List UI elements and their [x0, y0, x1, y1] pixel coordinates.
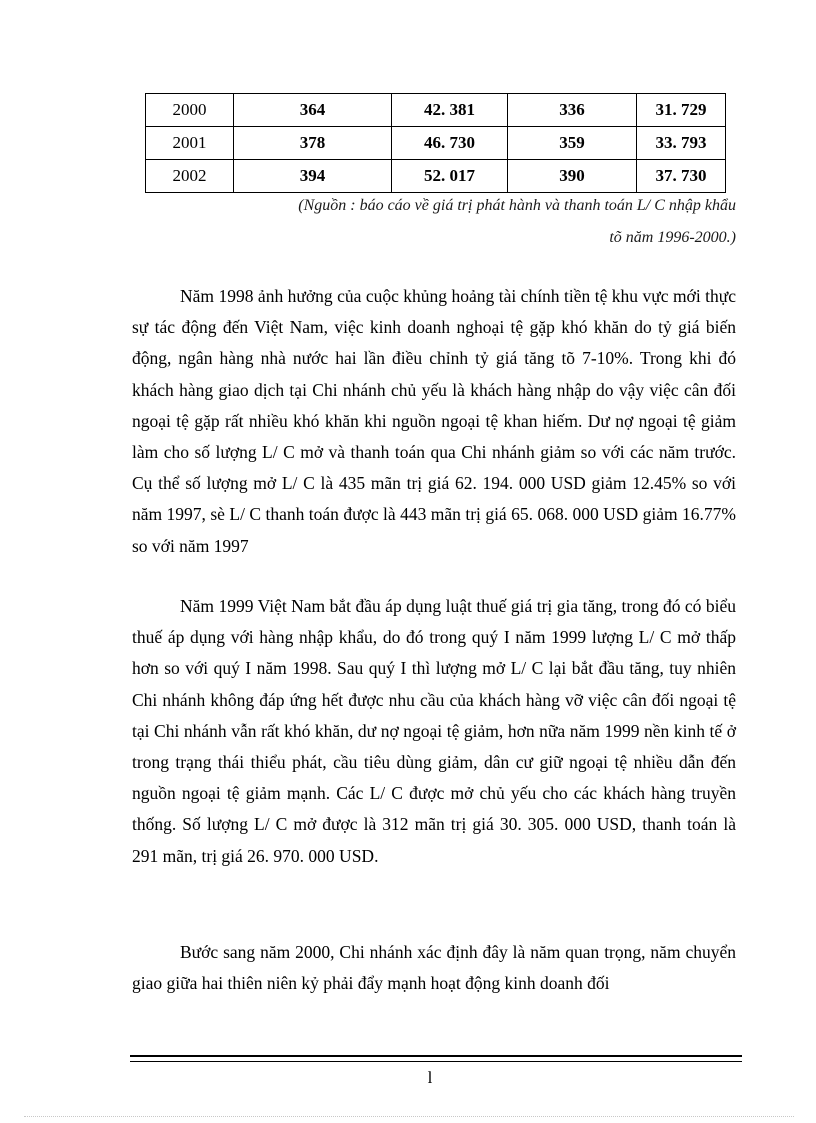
- footer-rule-thin: [130, 1061, 742, 1062]
- table-cell: 52. 017: [392, 160, 508, 193]
- table-row: [146, 160, 726, 193]
- paragraph-text: Năm 1999 Việt Nam bắt đầu áp dụng luật thuế giá trị gia tăng, trong đó có biểu thuế áp dụng với hàng nhập khẩu, do đó trong quý I năm 1999 lượng L/ C mở thấp hơn so với quý I năm 1998. Sau quý I thì lượng mở L/ C lại bắt đầu tăng, tuy nhiên Chi nhánh không đáp ứng hết được nhu cầu của khách hàng vỡ việc cân đối ngoại tệ tại Chi nhánh vẫn rất khó khăn, dư nợ ngoại tệ giảm, hơn nữa năm 1999 nền kinh tế ở trong trạng thái thiểu phát, cầu tiêu dùng giảm, dân cư giữ ngoại tệ nhiều dẫn đến nguồn ngoại tệ giảm mạnh. Các L/ C được mở chủ yếu cho các khách hàng truyền thống. Số lượng L/ C mở được là 312 mãn trị giá 30. 305. 000 USD, thanh toán là 291 mãn, trị giá 26. 970. 000 USD.: [132, 596, 736, 866]
- table-cell: 390: [508, 160, 637, 193]
- table-cell-year: 2000: [146, 94, 234, 127]
- table-row: [146, 127, 726, 160]
- page-edge-divider: [24, 1116, 794, 1117]
- table-cell: 31. 729: [637, 94, 726, 127]
- statistics-table-container: [145, 93, 725, 193]
- table-cell: 46. 730: [392, 127, 508, 160]
- table-cell: 359: [508, 127, 637, 160]
- page-number: l: [427, 1068, 433, 1087]
- footer-rule-thick: [130, 1055, 742, 1057]
- paragraph-2000: [132, 937, 736, 999]
- paragraph-1999: [132, 591, 736, 872]
- paragraph-1998: [132, 281, 736, 562]
- paragraph-text: Bước sang năm 2000, Chi nhánh xác định đây là năm quan trọng, năm chuyển giao giữa hai thiên niên kỷ phải đẩy mạnh hoạt động kinh doanh đối: [132, 942, 736, 994]
- table-row: [146, 94, 726, 127]
- table-cell-year: 2002: [146, 160, 234, 193]
- source-note-line-2: tõ năm 1996-2000.): [609, 229, 736, 246]
- statistics-table: [145, 93, 726, 193]
- table-cell: 42. 381: [392, 94, 508, 127]
- table-cell: 378: [234, 127, 392, 160]
- paragraph-text: Năm 1998 ảnh hưởng của cuộc khủng hoảng tài chính tiền tệ khu vực mới thực sự tác động đến Việt Nam, việc kinh doanh nghoại tệ gặp khó khăn do tỷ giá biến động, ngân hàng nhà nước hai lần điều chỉnh tỷ giá tăng tõ 7-10%. Trong khi đó khách hàng giao dịch tại Chi nhánh chủ yếu là khách hàng nhập do vậy việc cân đối ngoại tệ gặp rất nhiều khó khăn khi nguồn ngoại tệ khan hiếm. Dư nợ ngoại tệ giảm làm cho số lượng L/ C mở và thanh toán qua Chi nhánh giảm so với các năm trước. Cụ thể số lượng mở L/ C là 435 mãn trị giá 62. 194. 000 USD giảm 12.45% so với năm 1997, sè L/ C thanh toán được là 443 mãn trị giá 65. 068. 000 USD giảm 16.77% so với năm 1997: [132, 286, 736, 556]
- table-cell-year: 2001: [146, 127, 234, 160]
- table-cell: 37. 730: [637, 160, 726, 193]
- table-cell: 33. 793: [637, 127, 726, 160]
- table-cell: 394: [234, 160, 392, 193]
- source-note-line-1: (Nguồn : báo cáo về giá trị phát hành và thanh toán L/ C nhập khẩu: [298, 197, 736, 214]
- table-cell: 364: [234, 94, 392, 127]
- table-cell: 336: [508, 94, 637, 127]
